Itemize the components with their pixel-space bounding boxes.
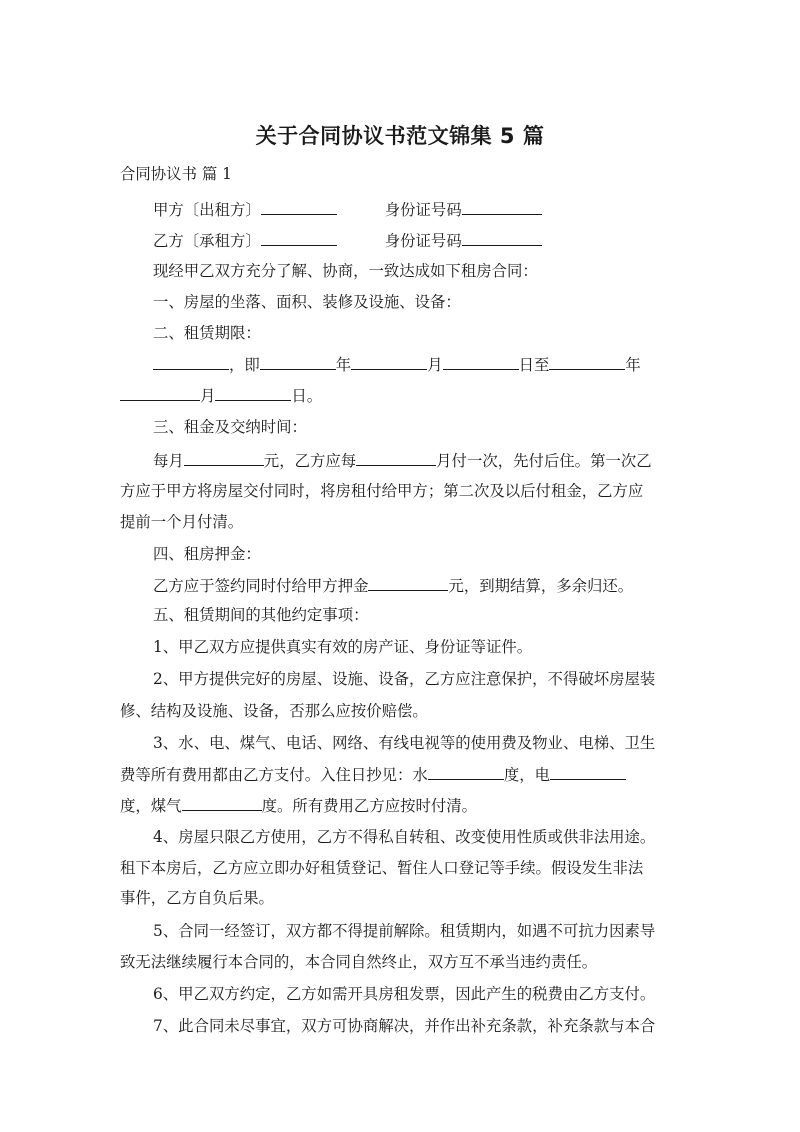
item-6: 6、甲乙双方约定，乙方如需开具房租发票，因此产生的税费由乙方支付。 xyxy=(153,985,656,1003)
blank-field xyxy=(443,354,519,370)
blank-field xyxy=(356,450,436,466)
deposit-line: 乙方应于签约同时付给甲方押金 元，到期结算，多余归还。 xyxy=(153,577,634,595)
blank-field xyxy=(182,795,262,811)
blank-field xyxy=(550,764,626,780)
lease-term-line-2: 月 日。 xyxy=(120,385,322,406)
blank-field xyxy=(215,385,291,401)
item-4-line-1: 4、房屋只限乙方使用，乙方不得私自转租、改变使用性质或供非法用途。 xyxy=(153,828,656,846)
blank-field xyxy=(549,354,625,370)
item-2-line-1: 2、甲方提供完好的房屋、设施、设备，乙方应注意保护，不得破坏房屋装 xyxy=(153,670,656,688)
item-4-line-3: 事件，乙方自负后果。 xyxy=(120,889,274,907)
blank-field xyxy=(351,354,427,370)
item-3-line-3: 度，煤气 度。所有费用乙方应按时付清。 xyxy=(120,797,478,815)
party-b-line xyxy=(153,230,542,251)
item-3-line-1: 3、水、电、煤气、电话、网络、有线电视等的使用费及物业、电梯、卫生 xyxy=(153,734,656,752)
item-5-line-2: 致无法继续履行本合同的，本合同自然终止，双方互不承当违约责任。 xyxy=(120,953,598,971)
rent-line-2: 方应于甲方将房屋交付同时，将房租付给甲方；第二次及以后付租金，乙方应 xyxy=(120,482,644,500)
lease-term-line-1: ，即 年 月 日至 年 xyxy=(153,354,641,375)
party-b-id-label: 身份证号码 xyxy=(384,232,462,250)
document-title: 关于合同协议书范文锦集 5 篇 xyxy=(255,124,545,148)
item-3-line-2: 费等所有费用都由乙方支付。入住日抄见：水 度，电 xyxy=(120,764,626,785)
party-a-blank xyxy=(261,199,337,215)
section-heading-4: 四、租房押金： xyxy=(153,545,261,563)
section-heading-5: 五、租赁期间的其他约定事项： xyxy=(153,606,369,624)
item-4-line-2: 租下本房后，乙方应立即办好租赁登记、暂住人口登记等手续。假设发生非法 xyxy=(120,859,644,877)
party-b-label: 乙方〔承租方〕 xyxy=(153,232,261,250)
blank-field xyxy=(120,385,200,401)
section-subtitle: 合同协议书 篇 1 xyxy=(120,165,232,183)
blank-field xyxy=(184,450,264,466)
section-heading-3: 三、租金及交纳时间： xyxy=(153,418,307,436)
section-heading-2: 二、租赁期限： xyxy=(153,324,261,342)
blank-field xyxy=(260,354,336,370)
item-2-line-2: 修、结构及设施、设备，否那么应按价赔偿。 xyxy=(120,702,428,720)
section-heading-1: 一、房屋的坐落、面积、装修及设施、设备： xyxy=(153,293,461,311)
blank-field xyxy=(368,575,448,591)
party-a-line xyxy=(153,199,542,220)
party-a-id-label: 身份证号码 xyxy=(384,201,462,219)
blank-field xyxy=(153,354,229,370)
rent-line-1: 每月 元，乙方应每 月付一次，先付后住。第一次乙 xyxy=(153,452,652,470)
party-b-blank xyxy=(261,230,337,246)
rent-line-3: 提前一个月付清。 xyxy=(120,513,244,531)
item-7: 7、此合同未尽事宜，双方可协商解决，并作出补充条款，补充条款与本合 xyxy=(153,1017,656,1035)
item-1: 1、甲乙双方应提供真实有效的房产证、身份证等证件。 xyxy=(153,638,533,656)
party-a-label: 甲方〔出租方〕 xyxy=(153,201,261,219)
blank-field xyxy=(428,764,504,780)
party-b-id-blank xyxy=(462,230,542,246)
item-5-line-1: 5、合同一经签订，双方都不得提前解除。租赁期内，如遇不可抗力因素导 xyxy=(153,922,656,940)
intro-paragraph: 现经甲乙双方充分了解、协商，一致达成如下租房合同： xyxy=(153,262,538,280)
party-a-id-blank xyxy=(462,199,542,215)
